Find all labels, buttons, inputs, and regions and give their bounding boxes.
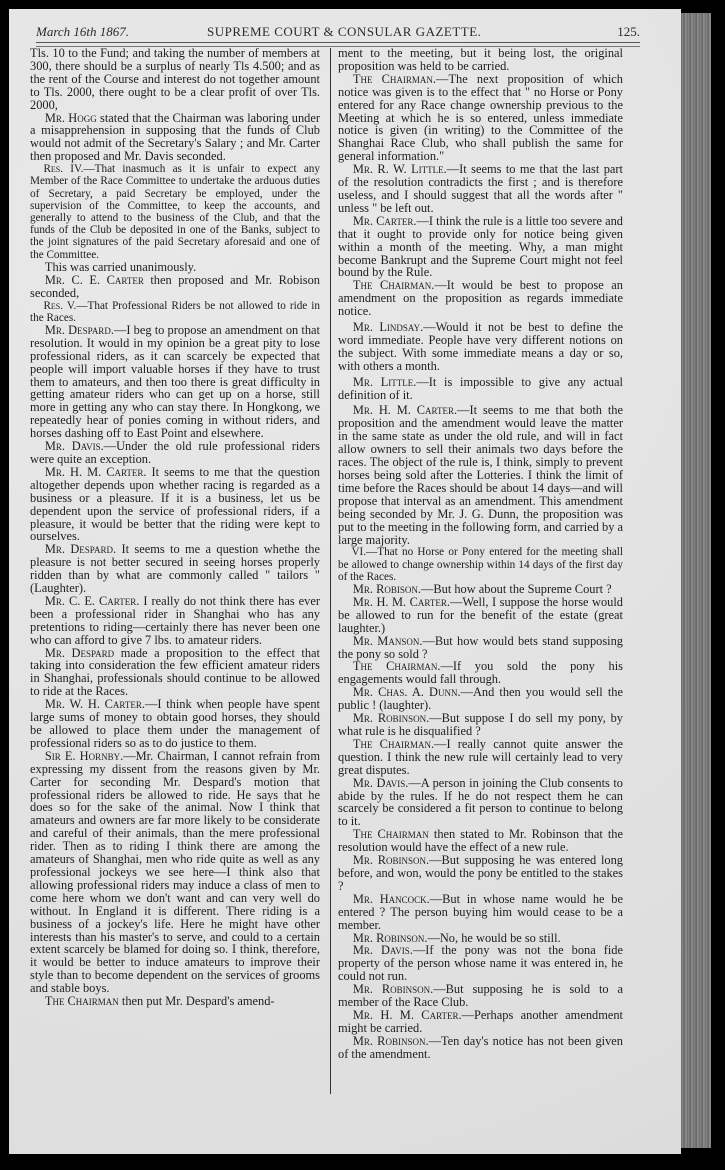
speaker-name: Mr. Davis. [352,775,409,790]
speaker-name: Mr. Manson. [352,633,423,648]
paragraph-text: —Mr. Chairman, I cannot refrain from expressing my dissent from the reasons given by Mr. Carter for seconding Mr. Despard's motion that professional riders be allowed to ride. He says that he does so for the sake of the animal. Now I think that amateurs and owners are far more likely to be considerate and careful of their animals, than the mere professional rider. Then as to riding I think there are among the amateurs of Shanghai, men who ride quite as well as any professional jockeys we see here—I think also that allowing professional riders may induce a class of men to come here whom we don't want and can very well do without. In England it is different. There riding is a business of a jockey's life. Here he might have other interests than his master's to serve, and could to a certain extent scarcely be blamed for doing so. I think, therefore, it would be better to induce amateurs to improve their style than to become dependent on the services of grooms and stable boys. [30,748,320,996]
speaker-name: Mr. W. H. Carter. [44,697,145,712]
speaker-name: Mr. Hogg [44,110,97,125]
speaker-name: The Chairman [352,827,429,842]
speaker-name: Mr. Robison. [352,582,421,597]
speaker-name: The Chairman. [352,278,435,293]
speaker-name: Mr. H. M. Carter. [352,403,458,418]
paragraph [338,404,623,546]
speaker-name: Mr. H. M. Carter. [352,594,450,609]
paragraph-text: —It seems to me that both the proposition and the amendment would leave the matter in the same state as under the old rule, and will in fact allow owners to sell their animals two days before the races. The object of the rule is, I think, simply to prevent horses being sold after the Lotteries. I think the limit of time before the Races should be about 14 days—and will propose that interval as an amendment. This amendment being seconded by Mr. J. G. Dunn, the proposition was put to the meeting in the following form, and carried by a large majority. [338,403,623,547]
paragraph [338,660,623,686]
paragraph-text: —But how would bets stand supposing the pony so sold ? [338,633,623,661]
paragraph [338,1035,623,1061]
paragraph-text: —But how about the Supreme Court ? [420,582,612,597]
paragraph-text: made a proposition to the effect that taking into consideration the few efficient amateur riders in Shanghai, professionals should continue to be allowed to ride at the Races. [30,645,320,699]
speaker-name: Sir E. Hornby. [44,748,124,763]
paragraph [338,73,623,163]
paragraph-text: —But supposing he is sold to a member of the Race Club. [338,982,623,1010]
paragraph-text: —And then you would sell the public ! (laughter). [338,685,623,713]
speaker-name: Mr. C. E. Carter. [44,593,140,608]
paragraph-text: —It would be best to propose an amendment on the proposition as regards immediate notice. [338,278,623,319]
paragraph-text: —That inasmuch as it is unfair to expect any Member of the Race Committee to undertake the arduous duties of Secretary, a paid Secretary be employed, under the supervision of the Committee, to keep the accounts, and generally to attend to the business of the Club, and that the funds of the Club be deposited in one of the Banks, subject to the joint signatures of the paid Secretary aforesaid and one of the Committee. [30,163,320,261]
paragraph [338,47,623,73]
speaker-name: Mr. Chas. A. Dunn. [352,685,461,700]
speaker-name: Mr. R. W. Little. [352,162,447,177]
paragraph [30,324,320,440]
paragraph-text: —I beg to propose an amendment on that resolution. It would in my opinion be a great pity to lose professional riders, as it can scarcely be expected that people will import valuable horses if they have to trust them to amateurs, and then too there is great difficulty in getting amateur riders who can get up on a horse, still more in getting any who can stay there. In Hongkong, we repeatedly hear of ponies coming in without riders, and horses dashing off to East Point and elsewhere. [30,322,320,441]
paragraph-text: —Well, I suppose the horse would be allowed to run for the benefit of the estate (great laughter.) [338,594,623,635]
paragraph-text: stated that the Chairman was laboring under a misapprehension in supposing that the funds of Club would not admit of the Secretary's Salary ; and Mr. Carter then proposed and Mr. Davis seconded. [30,110,320,164]
publication-title: SUPREME COURT & CONSULAR GAZETTE. [207,24,482,39]
speaker-name: Mr. H. M. Carter. [352,1007,462,1022]
paragraph-text: —If you sold the pony his engagements would fall through. [338,659,623,687]
speaker-name: Mr. Davis. [44,439,104,454]
running-header [36,22,640,42]
paragraph [30,112,320,164]
paragraph-text: —Would it not be best to define the word immediate. People have very different notions on the subject. With some immediate means a day or so, with others a month. [338,320,623,373]
speaker-name: The Chairman. [352,659,441,674]
paragraph-text: It seems to me a question whethe the pleasure is not better secured in seeing horses properly ridden than by what are commonly called " tailors " (Laughter). [30,542,321,596]
paragraph-text: —That Professional Riders be not allowed to ride in the Races. [30,299,321,324]
speaker-name: Res. IV. [43,163,84,176]
paragraph [338,546,623,583]
paragraph [338,828,623,854]
paragraph [30,440,320,466]
paragraph-text: then put Mr. Despard's amend- [118,994,275,1009]
paragraph [338,854,623,893]
paragraph-text: —That no Horse or Pony entered for the meeting shall be allowed to change ownership within 14 days of the first day of the Races. [338,546,623,583]
paragraph [338,376,623,402]
speaker-name: Mr. Despard [44,645,115,660]
paragraph [30,647,320,699]
paragraph [30,595,320,647]
paragraph [30,466,320,543]
paragraph-text: —Ten day's notice has not been given of the amendment. [338,1033,623,1061]
page-number: 125. [617,24,640,39]
speaker-name: Mr. Little. [352,374,417,389]
paragraph-text: —But supposing he was entered long before, and won, would the pony be entitled to the stakes ? [338,853,623,893]
paragraph [30,300,320,324]
paragraph [338,596,623,635]
paragraph-text: —Under the old rule professional riders were quite an exception. [30,439,320,466]
paragraph [30,995,320,1008]
paragraph-text: —I really cannot quite answer the question. I think the new rule will certainly lead to very great disputes. [338,736,623,777]
paragraph [30,163,320,261]
paragraph [338,686,623,712]
paragraph-text: I really do not think there has ever been a professional rider in Shanghai who has any pretentions to riding—certainly there has never been one who can afford to give 7 lbs. to amateur riders. [30,593,320,647]
paragraph [338,983,623,1009]
paragraph [30,274,320,300]
paragraph-text: —But suppose I do sell my pony, by what rule is he disqualified ? [338,711,623,739]
paragraph [338,321,623,373]
paragraph [338,944,623,983]
paragraph [338,635,623,661]
paragraph-text: —A person in joining the Club consents to abide by the rules. If he do not respect them he can scarcely be considered a fit person to continue to belong to it. [338,775,623,829]
speaker-name: Mr. Davis. [352,943,413,958]
paragraph-text: then stated to Mr. Robinson that the resolution would have the effect of a new rule. [338,827,623,855]
paragraph-text: —I think when people have spent large sums of money to obtain good horses, they should be allowed to place them under the management of professional riders so as to do justice to them. [30,697,320,750]
speaker-name: Mr. Lindsay. [352,320,424,335]
speaker-name: Mr. Robinson. [352,711,430,726]
paragraph-text: —No, he would be so still. [427,930,561,945]
paragraph-text: —I think the rule is a little too severe and that it ought to provide only for notice being given within a month of the meeting. Why, a man might become Bankrupt and the Supreme Court might not feel bound by the Rule. [338,213,623,280]
speaker-name: Mr. Hancock. [352,891,430,906]
paragraph-text: —But in whose name would he be entered ? The person buying him would cease to be a member. [338,891,623,932]
speaker-name: Mr. Despard. [44,322,114,337]
speaker-name: Mr. Robinson. [352,1033,429,1048]
paragraph [338,279,623,318]
paragraph-text: —The next proposition of which notice was given is to the effect that " no Horse or Pony entered for any Race change ownership previous to the Meeting at which he is so entered, unless immediate notice is given (in writing) to the Committee of the Shanghai Race Club, who shall publish the same for general information." [338,71,623,164]
speaker-name: VI. [351,546,367,559]
paragraph [338,712,623,738]
speaker-name: The Chairman [44,994,119,1009]
paragraph [30,750,320,995]
speaker-name: Mr. Carter. [352,213,417,228]
paragraph-text: —If the pony was not the bona fide property of the person whose name it was entered in, he could not run. [338,943,623,984]
speaker-name: Mr. Robinson. [352,982,434,997]
paragraph [338,893,623,932]
paragraph-text: —It is impossible to give any actual definition of it. [338,374,623,402]
paragraph-text: This was carried unanimously. [44,259,197,274]
speaker-name: Mr. Robinson. [352,930,428,945]
paragraph [338,163,623,215]
column-divider [330,48,331,1094]
paragraph-text: Tls. 10 to the Fund; and taking the number of members at 300, there should be a surplus of nearly Tls 4.500; and as the rent of the Course and interest do not together amount to Tls. 2000, there ought to be a clear profit of over Tls. 2000, [30,46,320,112]
paragraph-text: —It seems to me that the last part of the resolution contradicts the first ; and is therefore useless, and I should suggest that all the words after " unless " be left out. [338,162,623,215]
paragraph [338,738,623,777]
speaker-name: Res. V. [43,299,77,312]
paragraph [30,698,320,750]
paragraph-text: It seems to me that the question altogether depends upon whether racing is regarded as a business or a pleasure. If it is a business, let us be dependent upon the service of professional riders, if a pleasure, it would be better that the riding were kept to ourselves. [30,464,320,544]
speaker-name: The Chairman. [352,71,437,86]
paragraph [30,543,320,595]
paragraph [30,47,320,112]
paragraph-text: ment to the meeting, but it being lost, the original proposition was held to be carried. [338,46,623,73]
paragraph [338,777,623,829]
left-column [30,47,320,1008]
speaker-name: Mr. Despard. [44,542,117,557]
paragraph [338,1009,623,1035]
issue-date: March 16th 1867. [36,24,130,39]
speaker-name: Mr. Robinson. [352,853,430,868]
right-column [338,47,623,1061]
book-page-edges [681,13,711,1148]
paragraph [338,215,623,280]
paragraph-text: then proposed and Mr. Robison seconded, [30,272,320,300]
paragraph-text: —Perhaps another amendment might be carried. [338,1007,623,1035]
speaker-name: The Chairman. [352,736,435,751]
speaker-name: Mr. C. E. Carter [44,272,144,287]
speaker-name: Mr. H. M. Carter. [44,464,147,479]
